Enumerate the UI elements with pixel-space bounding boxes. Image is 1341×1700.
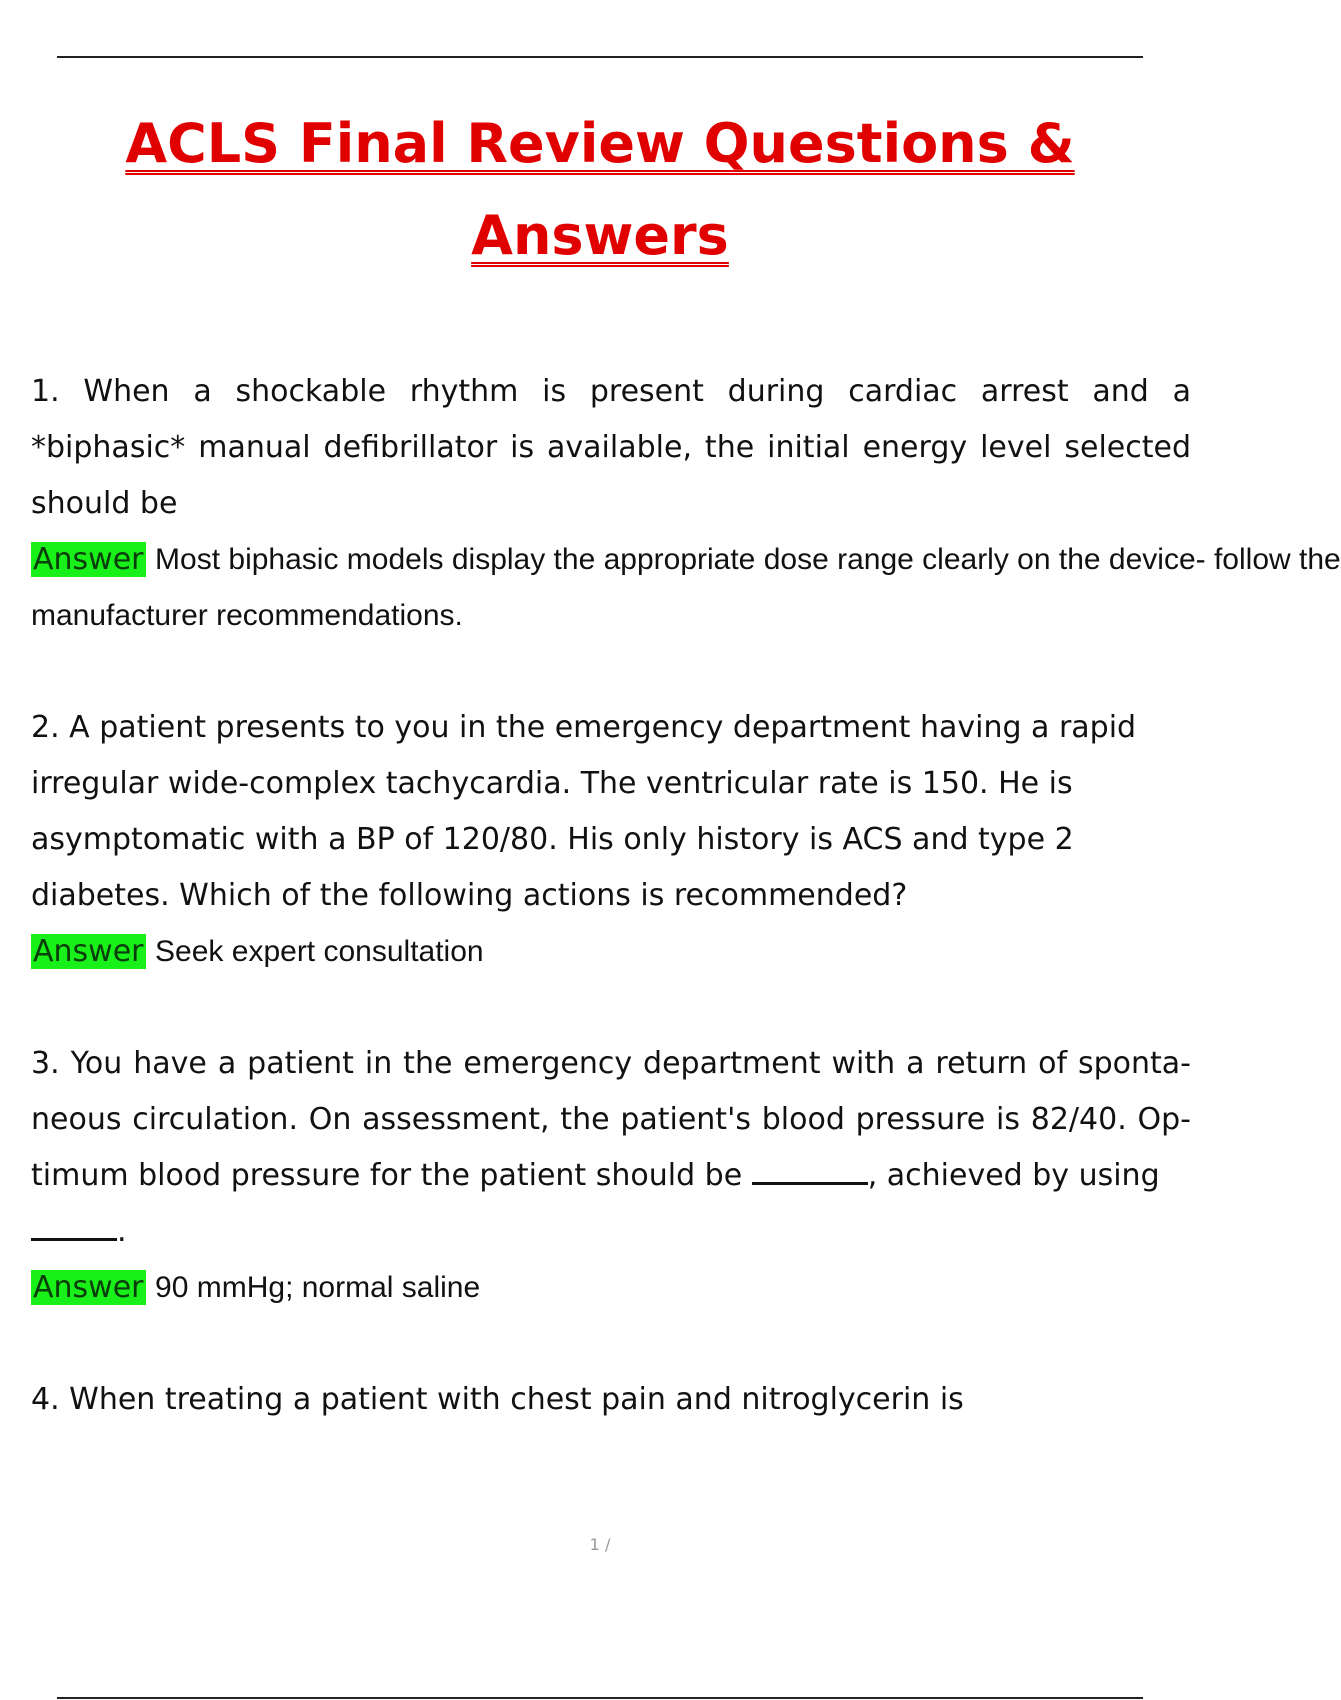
page-number: 1 /	[589, 1535, 611, 1554]
fill-in-blank	[752, 1154, 868, 1185]
header-rule	[57, 56, 1143, 58]
question-text: You have a patient in the emergency department with a return of sponta- neous circulation. On assessment, the patient's blood pressure is 82/40. Op- timum blood pressure for the patient should be	[31, 1046, 1191, 1193]
question-text-end: .	[117, 1214, 127, 1249]
question-4	[31, 1372, 1191, 1428]
answer-label: Answer	[33, 542, 144, 577]
answer-1-continued	[31, 588, 1191, 644]
document-title	[0, 98, 1200, 282]
question-text-continued: , achieved by using	[867, 1158, 1160, 1193]
question-text: When a shockable rhythm is present during cardiac arrest and a *biphasic* manual defibrillator is available, the initial energy level selected should be	[31, 374, 1191, 521]
title-line-2: Answers	[471, 204, 729, 267]
question-number: 3.	[31, 1046, 60, 1081]
answer-text: 90 mmHg; normal saline	[155, 1271, 481, 1304]
answer-text: manufacturer recommendations.	[31, 599, 463, 632]
question-text: When treating a patient with chest pain and nitroglycerin is	[69, 1382, 964, 1417]
question-1	[31, 364, 1191, 532]
title-line-1: ACLS Final Review Questions &	[125, 112, 1075, 175]
question-text: A patient presents to you in the emergency department having a rapid irregular wide-complex tachycardia. The ventricular rate is 150. He is asymptomatic with a BP of 120/80. His only history is ACS and type 2 diabetes. Which of the following actions is recommended?	[31, 710, 1137, 913]
question-number: 1.	[31, 374, 60, 409]
answer-text: Seek expert consultation	[155, 935, 484, 968]
answer-1	[31, 532, 1341, 588]
question-3-blank-line	[31, 1204, 1191, 1260]
question-number: 2.	[31, 710, 60, 745]
answer-3	[31, 1260, 1191, 1316]
question-number: 4.	[31, 1382, 60, 1417]
document-body	[31, 364, 1341, 1428]
answer-text: Most biphasic models display the appropriate dose range clearly on the device- follow the	[155, 543, 1341, 576]
answer-2	[31, 924, 1191, 980]
question-3	[31, 1036, 1191, 1204]
question-2	[31, 700, 1191, 924]
answer-label: Answer	[33, 934, 144, 969]
fill-in-blank	[31, 1210, 117, 1241]
answer-label: Answer	[33, 1270, 144, 1305]
footer-rule	[57, 1697, 1143, 1699]
